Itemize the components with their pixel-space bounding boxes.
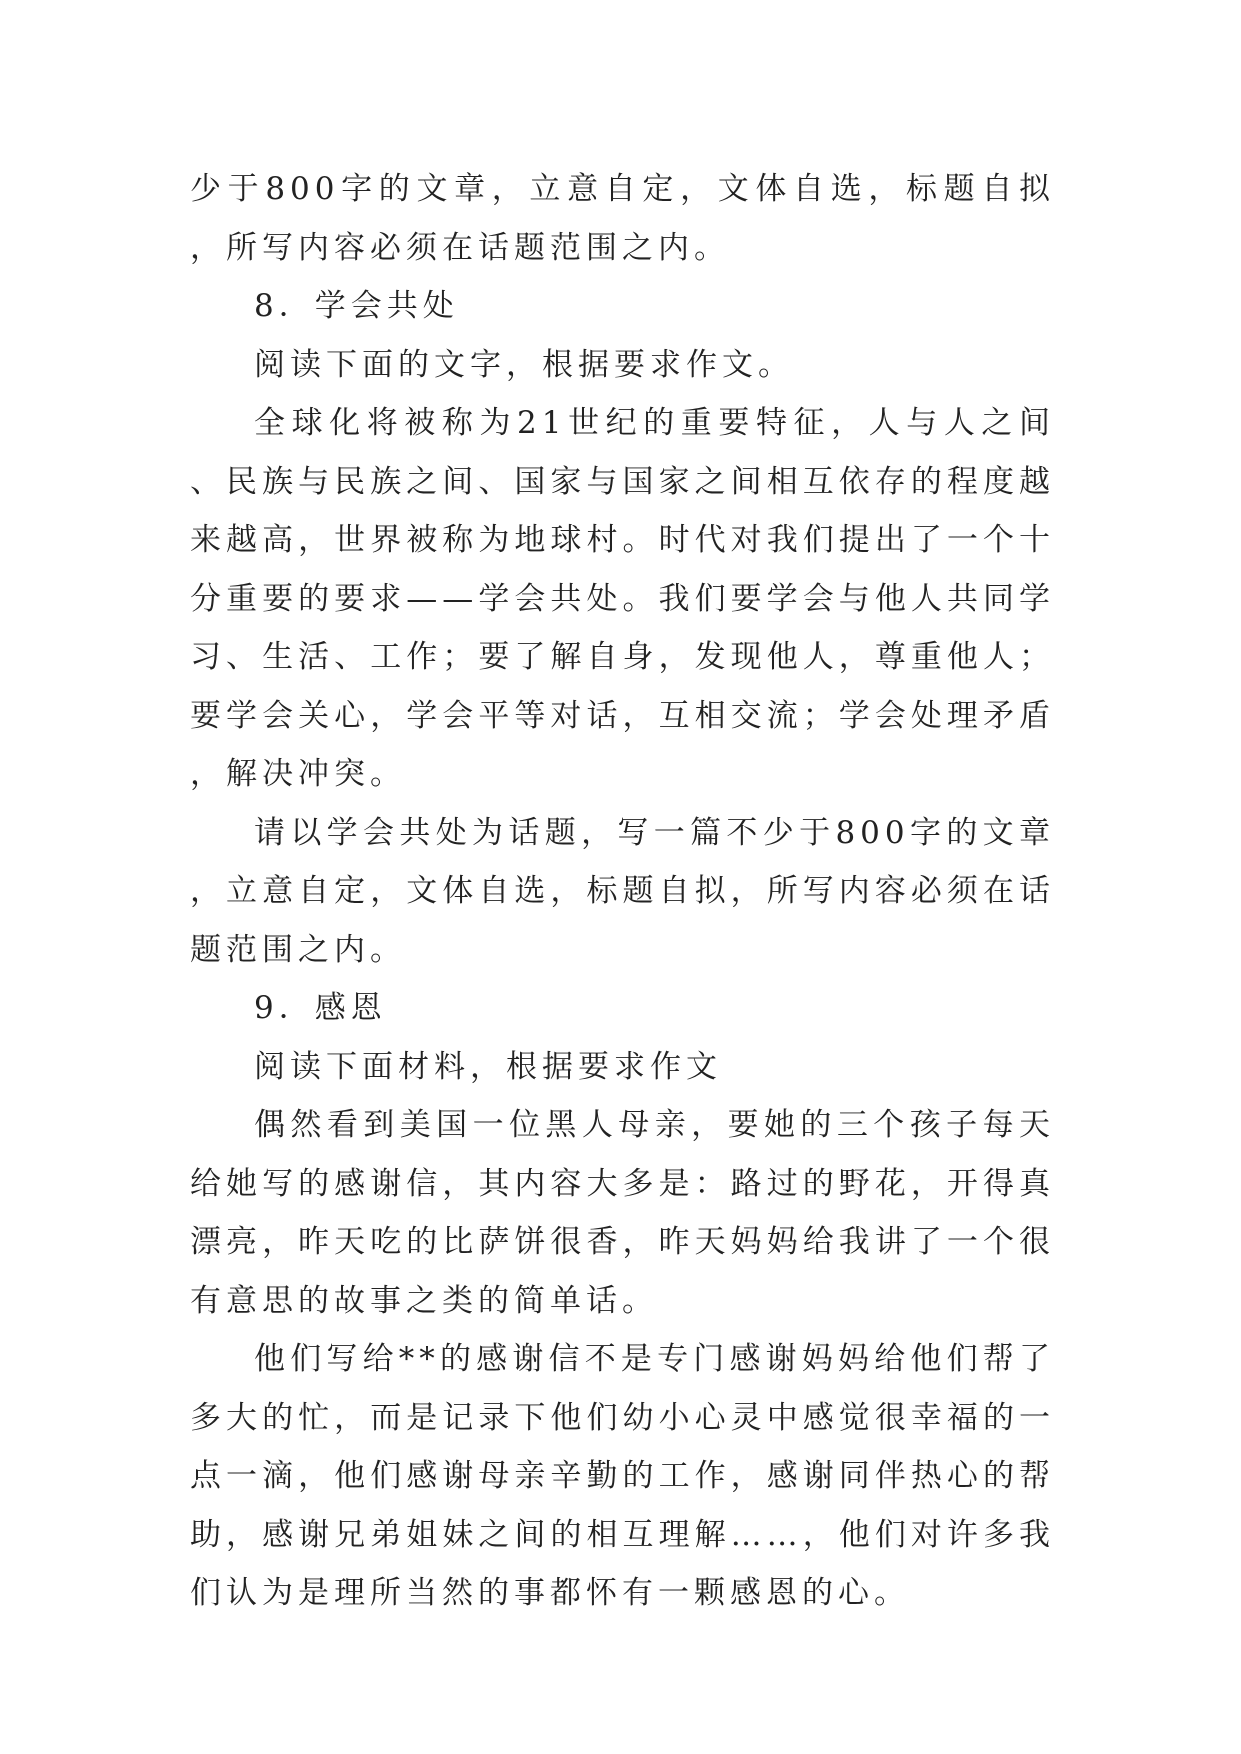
paragraph-material-8: 全球化将被称为21世纪的重要特征，人与人之间、民族与民族之间、国家与国家之间相互依存的程度越来越高，世界被称为地球村。时代对我们提出了一个十分重要的要求——学会共处。我们要学会与他人共同学习、生活、工作；要了解自身，发现他人，尊重他人；要学会关心，学会平等对话，互相交流；学会处理矛盾，解决冲突。 — [190, 405, 1055, 792]
paragraph-instruction-9: 阅读下面材料，根据要求作文 — [254, 1048, 722, 1085]
paragraph-continuation: 少于800字的文章，立意自定，文体自选，标题自拟，所写内容必须在话题范围之内。 — [190, 171, 1055, 266]
heading-8-learn-to-coexist: 8．学会共处 — [254, 288, 459, 324]
paragraph-requirement-8: 请以学会共处为话题，写一篇不少于800字的文章，立意自定，文体自选，标题自拟，所写内容必须在话题范围之内。 — [190, 814, 1055, 968]
paragraph-material-9a: 偶然看到美国一位黑人母亲，要她的三个孩子每天给她写的感谢信，其内容大多是：路过的野花，开得真漂亮，昨天吃的比萨饼很香，昨天妈妈给我讲了一个很有意思的故事之类的简单话。 — [190, 1107, 1055, 1319]
paragraph-instruction-8: 阅读下面的文字，根据要求作文。 — [254, 346, 794, 383]
heading-9-gratitude: 9．感恩 — [254, 990, 387, 1026]
document-body — [190, 160, 1055, 1623]
paragraph-material-9b: 他们写给**的感谢信不是专门感谢妈妈给他们帮了多大的忙，而是记录下他们幼小心灵中感觉很幸福的一点一滴，他们感谢母亲辛勤的工作，感谢同伴热心的帮助，感谢兄弟姐妹之间的相互理解……，他们对许多我们认为是理所当然的事都怀有一颗感恩的心。 — [190, 1341, 1055, 1611]
